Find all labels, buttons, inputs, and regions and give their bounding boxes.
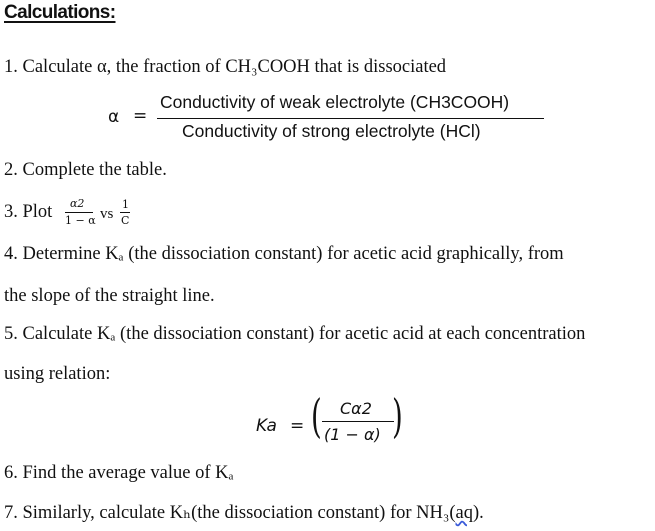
ka-denominator: (1 − α) [324, 425, 381, 444]
plot-frac2-numerator: 1 [122, 198, 129, 211]
plot-vs: vs [100, 206, 114, 222]
step-7-main: 7. Similarly, calculate Kₕ(the dissociation constant) for NH₃ [4, 503, 450, 523]
step-7-aq-close: ). [472, 503, 484, 523]
step-5-line-1: 5. Calculate Kₐ (the dissociation constant) for acetic acid at each concentration [4, 324, 586, 344]
plot-frac2-bar [120, 212, 130, 213]
equals-sign: = [133, 106, 148, 126]
step-6-text: 6. Find the average value of Kₐ [4, 463, 234, 483]
alpha-fraction-bar [157, 118, 544, 119]
ka-fraction-bar [322, 421, 394, 422]
alpha-fraction-denominator: Conductivity of strong electrolyte (HCl) [182, 121, 481, 141]
step-3-prefix: 3. Plot [4, 202, 53, 222]
plot-frac1-numerator: α2 [70, 197, 85, 210]
ka-symbol: Ka [256, 416, 277, 436]
plot-frac1-bar [65, 212, 93, 213]
ka-close-paren: ) [392, 389, 403, 443]
ka-numerator: Cα2 [340, 399, 372, 418]
step-7-aq-open: ( [449, 503, 456, 523]
step-7-aq: aq [455, 503, 473, 523]
section-heading: Calculations: [4, 2, 116, 23]
alpha-symbol: α [108, 107, 120, 127]
step-4-line-2: the slope of the straight line. [4, 286, 215, 306]
plot-frac1-denominator: 1 − α [65, 214, 96, 227]
plot-frac2-denominator: C [121, 214, 130, 227]
step-4-line-1: 4. Determine Kₐ (the dissociation constant) for acetic acid graphically, from [4, 244, 564, 264]
ka-equals-sign: = [290, 416, 305, 436]
step-5-line-2: using relation: [4, 364, 111, 384]
ka-open-paren: ( [311, 389, 322, 443]
alpha-fraction-numerator: Conductivity of weak electrolyte (CH3COOH) [160, 92, 510, 112]
step-1-text: 1. Calculate α, the fraction of CH₃COOH that is dissociated [4, 57, 447, 77]
step-7-text [4, 502, 484, 524]
step-2-text: 2. Complete the table. [4, 160, 167, 180]
